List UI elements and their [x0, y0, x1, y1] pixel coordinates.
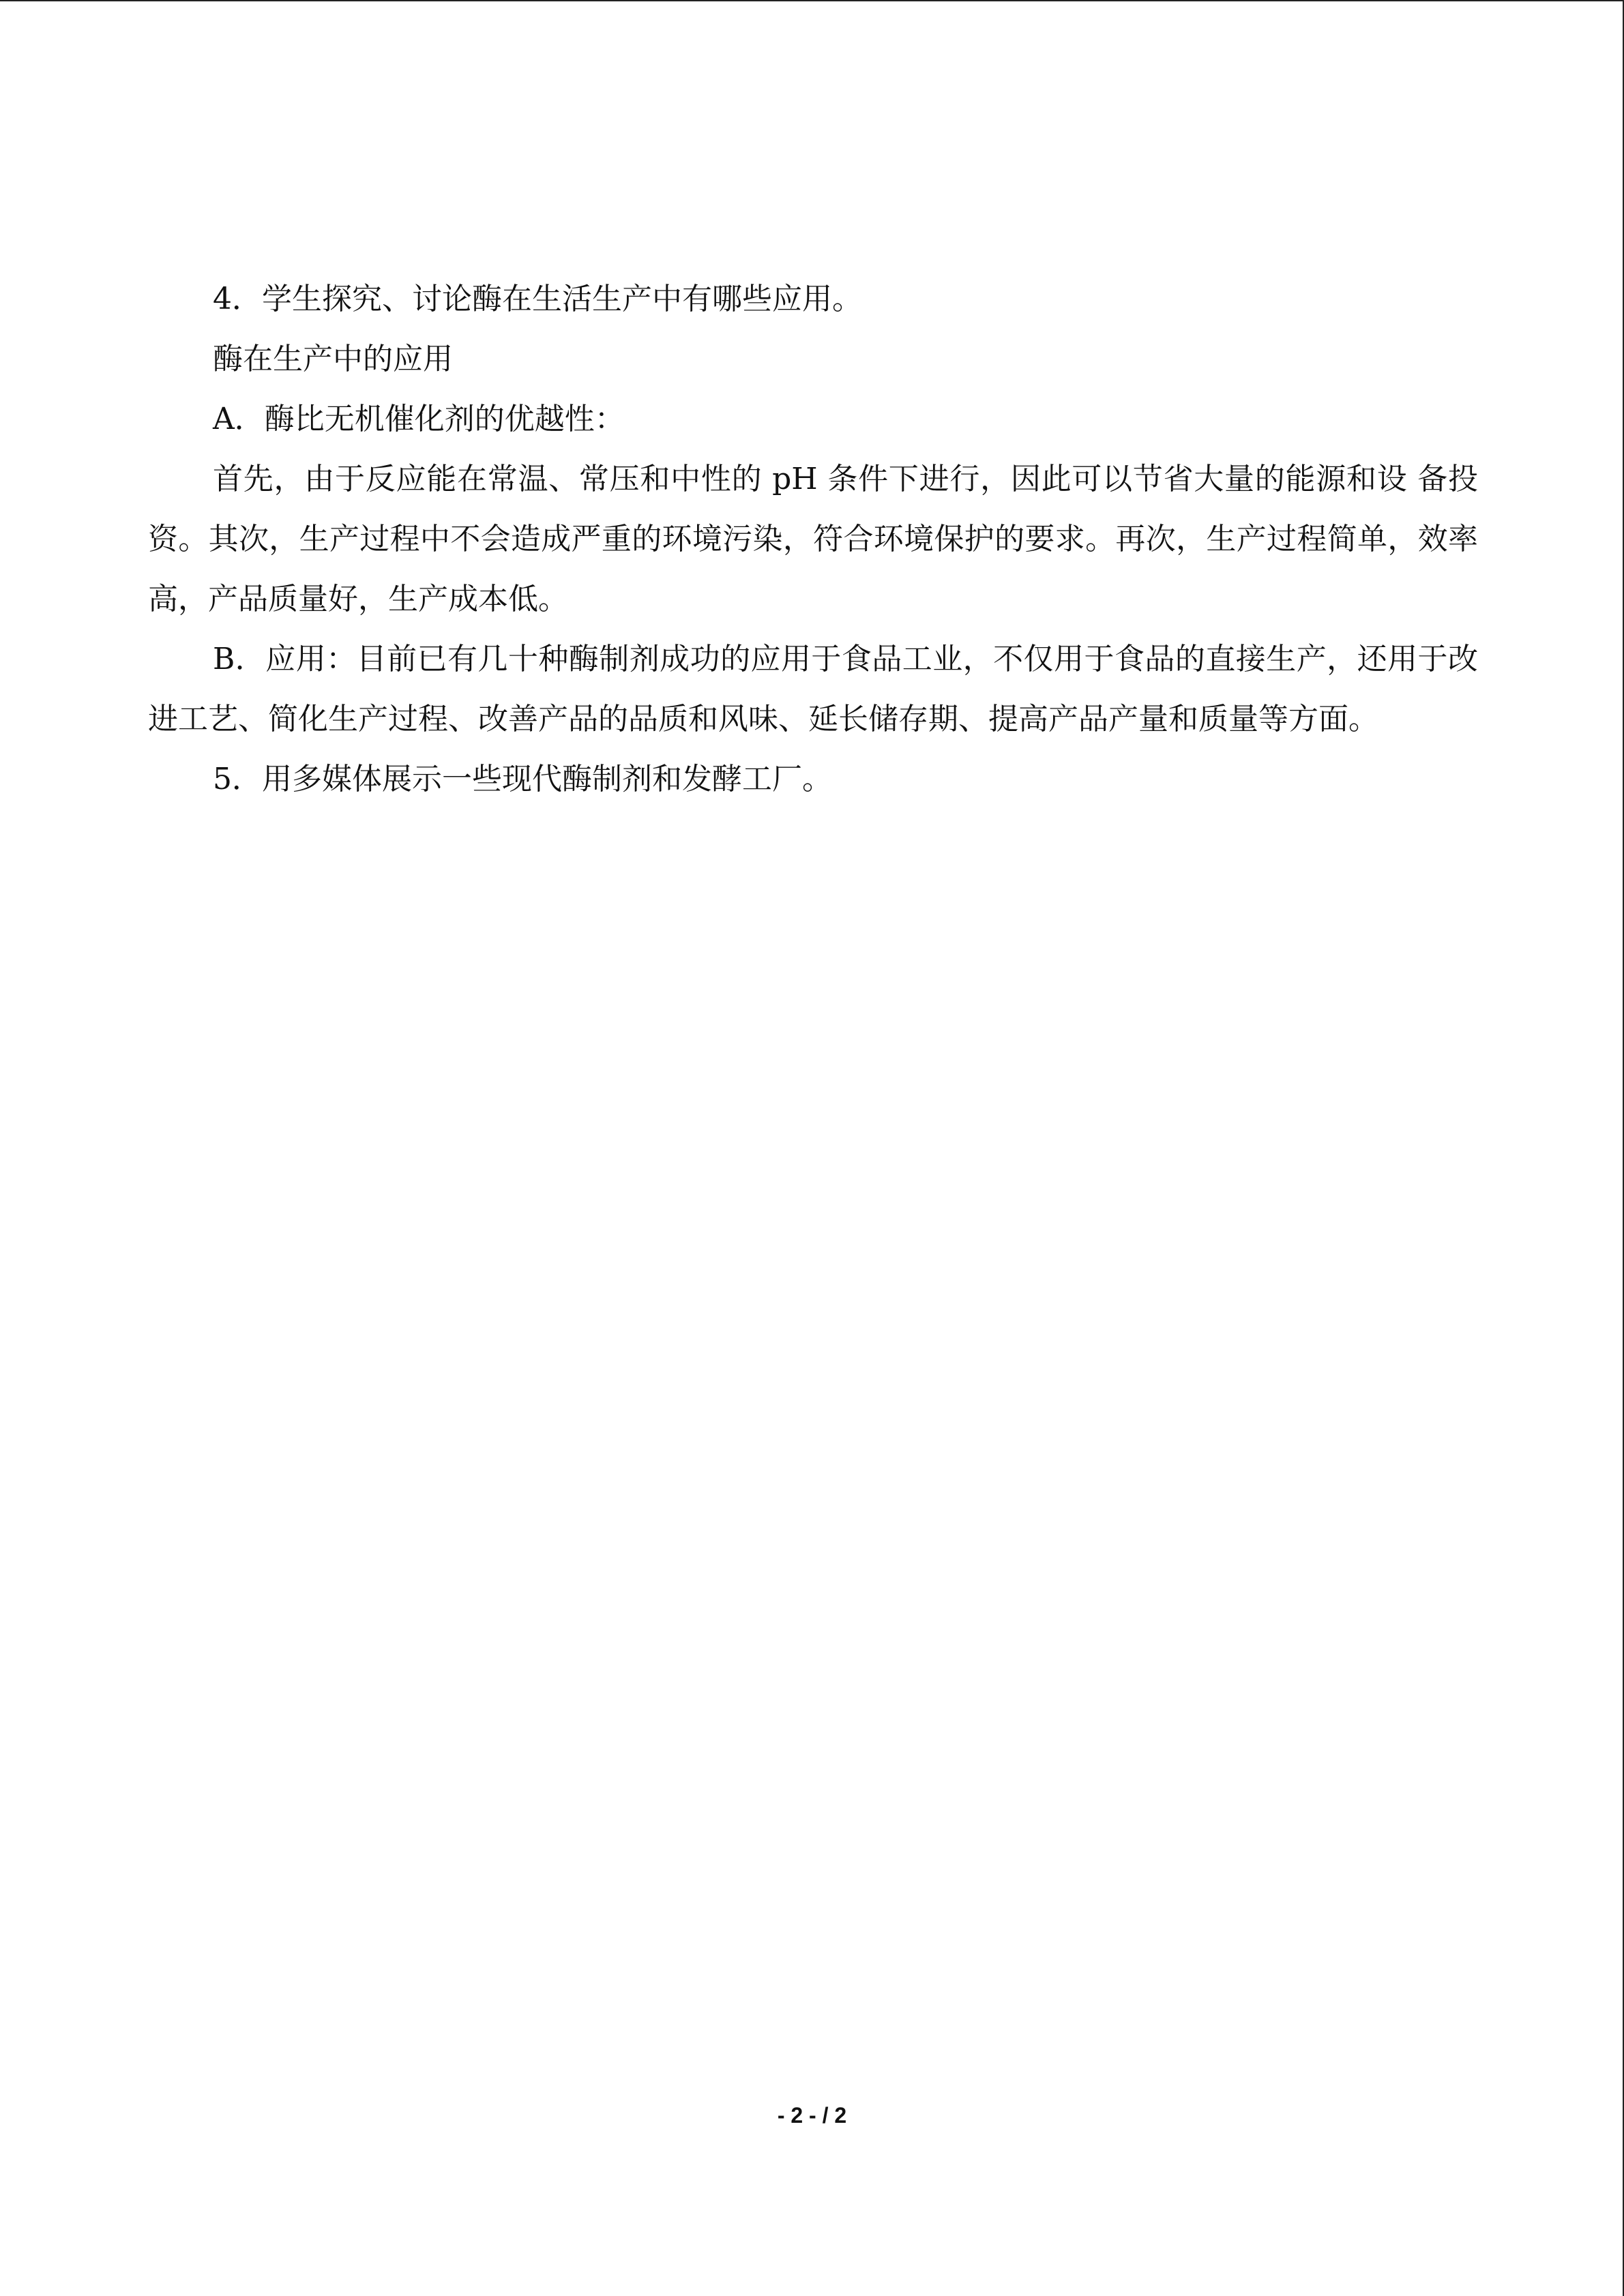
paragraph-heading-enzyme-application: 酶在生产中的应用 [213, 342, 453, 376]
paragraph-step-4: 4．学生探究、讨论酶在生活生产中有哪些应用。 [213, 282, 862, 316]
paragraph-heading-a: A．酶比无机催化剂的优越性： [213, 402, 625, 436]
document-body [148, 269, 1478, 809]
paragraph-advantages: 首先，由于反应能在常温、常压和中性的 pH 条件下进行，因此可以节省大量的能源和设 备投资。其次，生产过程中不会造成严重的环境污染，符合环境保护的要求。再次，生产过程简单，效率高，产品质量好，生产成本低。 [148, 462, 1478, 616]
paragraph-step-5: 5．用多媒体展示一些现代酶制剂和发酵工厂。 [213, 762, 832, 796]
paragraph-applications-b: B．应用：目前已有几十种酶制剂成功的应用于食品工业，不仅用于食品的直接生产，还用于改进工艺、简化生产过程、改善产品的品质和风味、延长储存期、提高产品产量和质量等方面。 [148, 642, 1478, 736]
page-number: - 2 - / 2 [777, 2103, 847, 2128]
